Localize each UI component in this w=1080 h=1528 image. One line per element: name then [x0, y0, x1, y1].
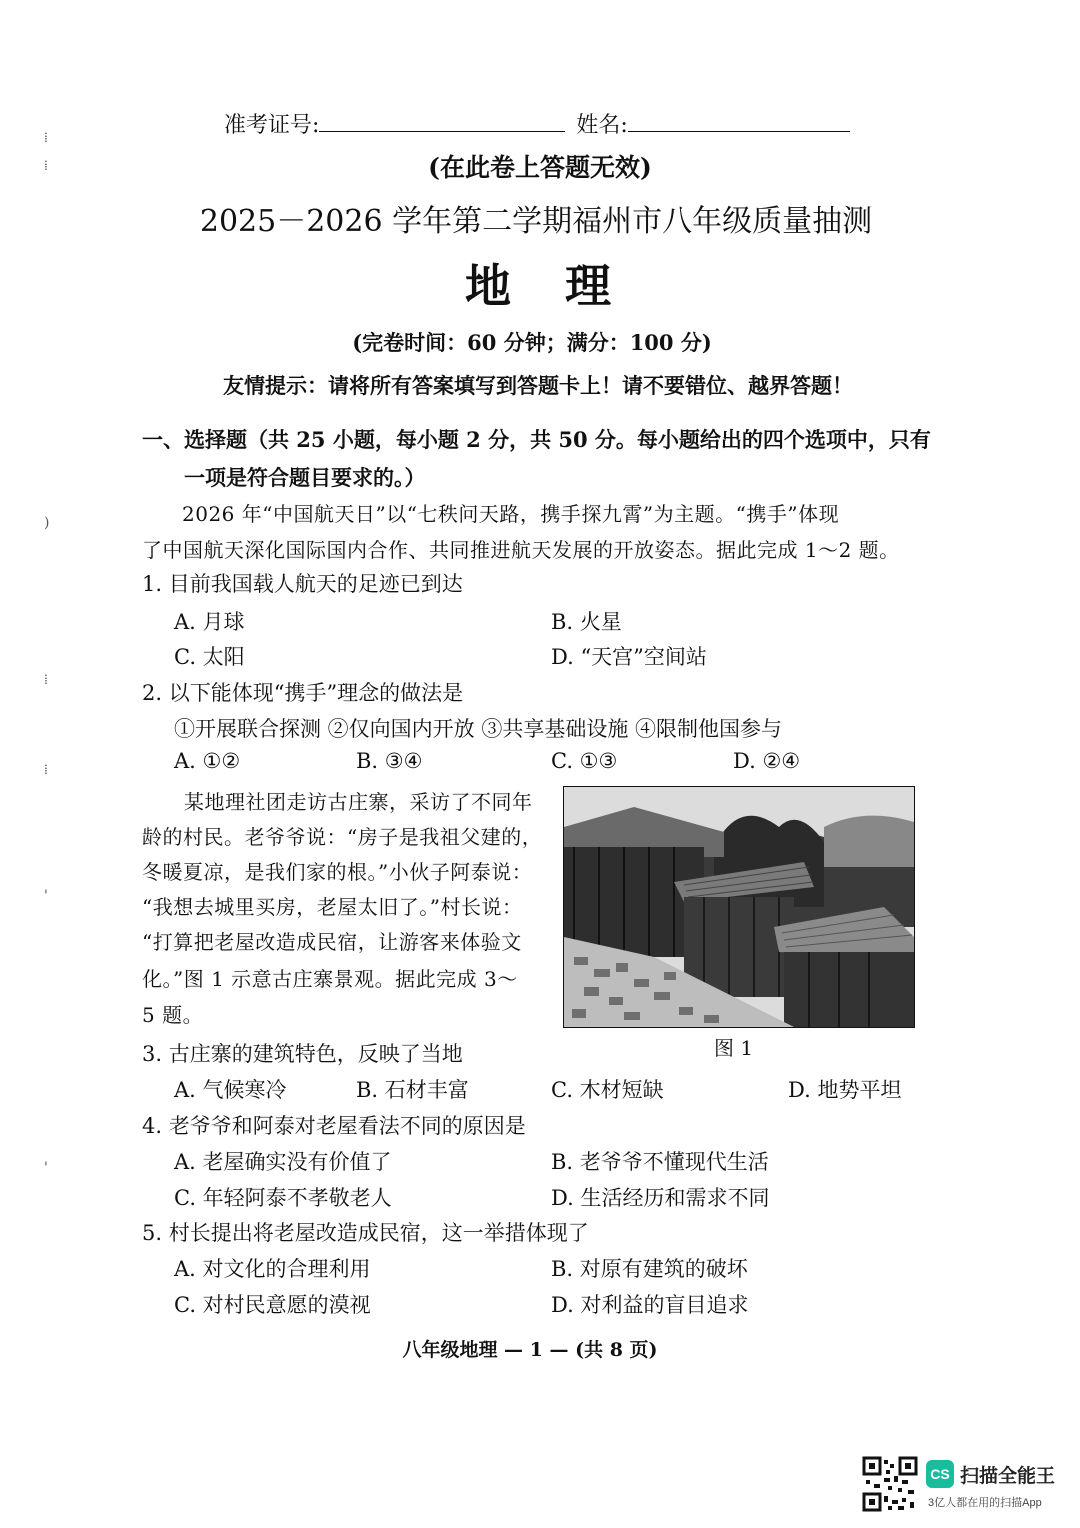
- q1-option-a[interactable]: A. 月球: [174, 610, 245, 634]
- village-photo: [563, 786, 915, 1028]
- ticket-number-row: [224, 108, 850, 139]
- q4-option-a[interactable]: A. 老屋确实没有价值了: [174, 1150, 392, 1174]
- friendly-tip: 友情提示：请将所有答案填写到答题卡上！请不要错位、越界答题！: [223, 373, 853, 398]
- q3-option-b[interactable]: B. 石材丰富: [356, 1078, 469, 1102]
- ticket-number-blank[interactable]: [319, 111, 565, 132]
- page-footer: 八年级地理 — 1 — (共 8 页): [402, 1339, 658, 1361]
- margin-mark: ): [44, 515, 50, 531]
- margin-mark: ': [44, 1160, 48, 1176]
- intro2-line: 5 题。: [142, 1003, 204, 1027]
- q5-option-b[interactable]: B. 对原有建筑的破坏: [551, 1257, 748, 1281]
- margin-mark: ⁞: [44, 130, 48, 146]
- camscanner-logo-icon: CS: [926, 1460, 954, 1488]
- camscanner-brand: 扫描全能王: [960, 1466, 1056, 1487]
- margin-mark: ⁞: [44, 762, 48, 778]
- intro-paragraph-line: 2026 年“中国航天日”以“七秩问天路，携手探九霄”为主题。“携手”体现: [182, 502, 840, 526]
- question-5-stem: 5. 村长提出将老屋改造成民宿，这一举措体现了: [142, 1221, 589, 1245]
- q2-option-c[interactable]: C. ①③: [551, 749, 618, 773]
- intro2-line: 冬暖夏凉，是我们家的根。”小伙子阿泰说：: [142, 860, 533, 884]
- q4-option-d[interactable]: D. 生活经历和需求不同: [551, 1186, 770, 1210]
- q2-option-a[interactable]: A. ①②: [174, 749, 241, 773]
- q1-option-b[interactable]: B. 火星: [551, 610, 622, 634]
- intro2-line: 龄的村民。老爷爷说：“房子是我祖父建的，: [142, 825, 543, 849]
- name-label: 姓名:: [576, 113, 628, 138]
- intro2-line: “我想去城里买房，老屋太旧了。”村长说：: [142, 895, 523, 919]
- q5-option-c[interactable]: C. 对村民意愿的漠视: [174, 1293, 371, 1317]
- q3-option-d[interactable]: D. 地势平坦: [788, 1078, 902, 1102]
- q4-option-c[interactable]: C. 年轻阿泰不孝敬老人: [174, 1186, 392, 1210]
- name-blank[interactable]: [628, 111, 850, 132]
- margin-mark: ⁞: [44, 158, 48, 174]
- q2-statements: ①开展联合探测 ②仅向国内开放 ③共享基础设施 ④限制他国参与: [174, 717, 783, 741]
- q1-option-c[interactable]: C. 太阳: [174, 645, 245, 669]
- invalid-note: (在此卷上答题无效): [428, 153, 652, 182]
- qr-code-icon: [862, 1456, 918, 1512]
- intro2-line: 化。”图 1 示意古庄寨景观。据此完成 3～: [142, 967, 518, 991]
- q4-option-b[interactable]: B. 老爷爷不懂现代生活: [551, 1150, 769, 1174]
- camscanner-tagline: 3亿人都在用的扫描App: [928, 1497, 1042, 1509]
- q2-option-d[interactable]: D. ②④: [733, 749, 801, 773]
- question-1-stem: 1. 目前我国载人航天的足迹已到达: [142, 572, 463, 596]
- section-heading: 一、选择题（共 25 小题，每小题 2 分，共 50 分。每小题给出的四个选项中，只有: [142, 427, 931, 452]
- margin-mark: ⁞: [44, 672, 48, 688]
- exam-title: 2025－2026 学年第二学期福州市八年级质量抽测: [199, 204, 873, 239]
- question-4-stem: 4. 老爷爷和阿泰对老屋看法不同的原因是: [142, 1114, 526, 1138]
- ticket-number-label: 准考证号:: [224, 113, 320, 138]
- q3-option-a[interactable]: A. 气候寒冷: [174, 1078, 287, 1102]
- figure-caption: 图 1: [714, 1036, 754, 1060]
- q1-option-d[interactable]: D. “天宫”空间站: [551, 645, 707, 669]
- q2-option-b[interactable]: B. ③④: [356, 749, 423, 773]
- q3-option-c[interactable]: C. 木材短缺: [551, 1078, 664, 1102]
- section-heading-cont: 一项是符合题目要求的。）: [184, 465, 426, 490]
- time-info: (完卷时间：60 分钟；满分：100 分): [352, 330, 712, 355]
- intro2-line: 某地理社团走访古庄寨，采访了不同年: [184, 790, 533, 814]
- q5-option-d[interactable]: D. 对利益的盲目追求: [551, 1293, 749, 1317]
- subject-title: 地 理: [465, 259, 615, 313]
- margin-mark: ': [44, 888, 48, 904]
- intro-paragraph-line: 了中国航天深化国际国内合作、共同推进航天发展的开放姿态。据此完成 1～2 题。: [142, 538, 900, 562]
- question-3-stem: 3. 古庄寨的建筑特色，反映了当地: [142, 1042, 463, 1066]
- q5-option-a[interactable]: A. 对文化的合理利用: [174, 1257, 371, 1281]
- question-2-stem: 2. 以下能体现“携手”理念的做法是: [142, 681, 464, 705]
- intro2-line: “打算把老屋改造成民宿，让游客来体验文: [142, 930, 522, 954]
